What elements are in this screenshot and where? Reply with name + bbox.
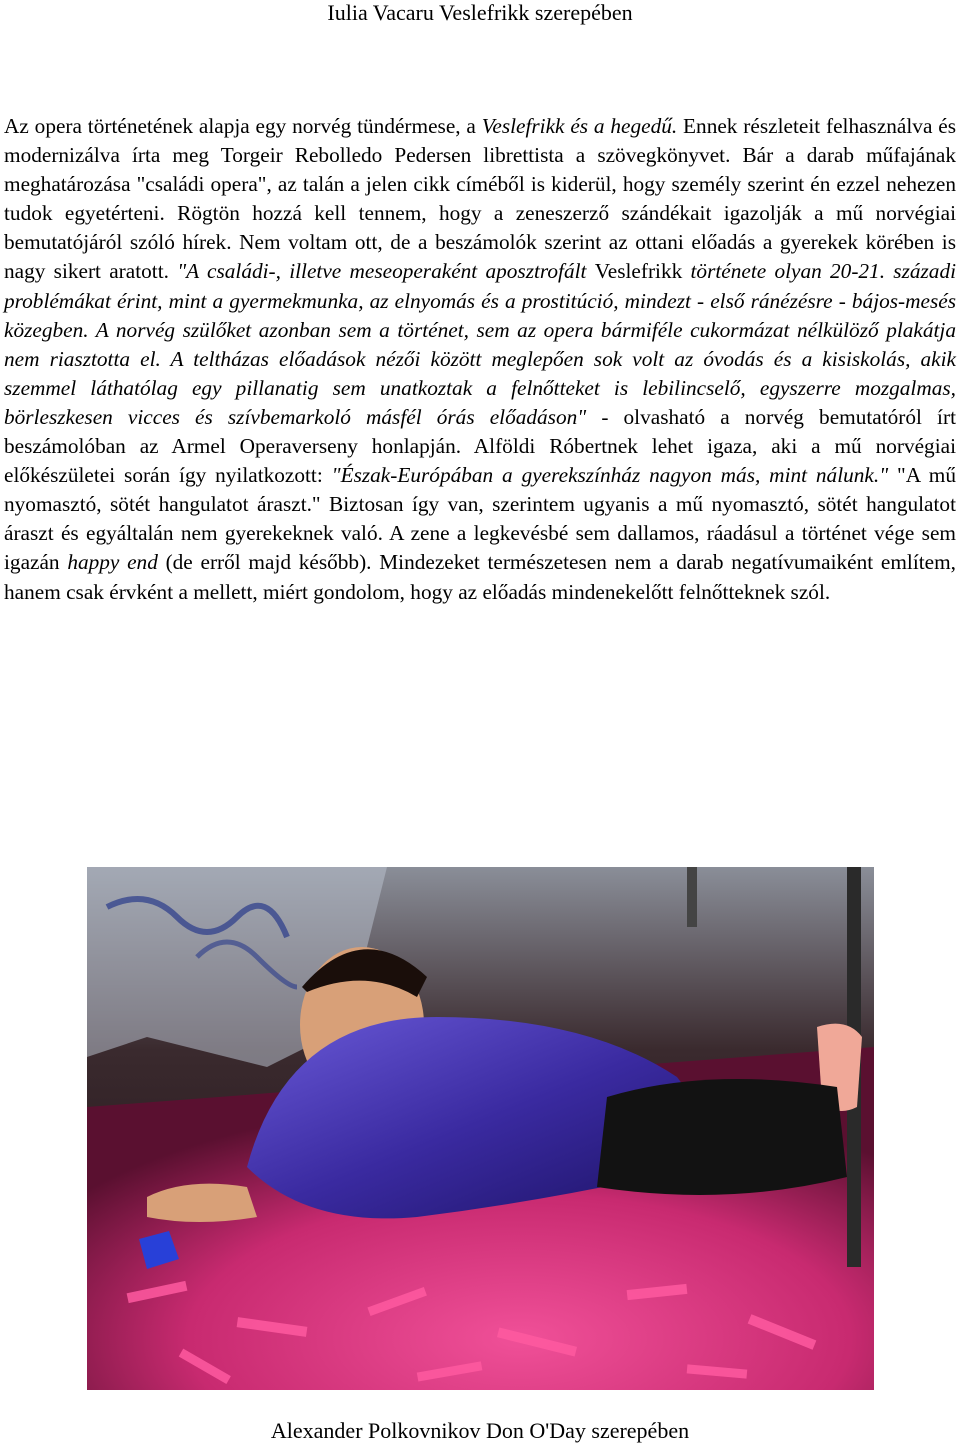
article-paragraph — [4, 112, 956, 607]
top-caption: Iulia Vacaru Veslefrikk szerepében — [327, 0, 633, 25]
text-run: (de erről majd később). Mindezeket természetesen nem a darab negatívumaiként említem, hanem csak érvként a mellett, miért gondolom, hogy az előadás mindenekelőtt felnőtteknek szól. — [4, 550, 956, 604]
text-run-italic: "Észak-Európában a gyerekszínház nagyon más, mint nálunk." — [331, 463, 889, 488]
bottom-caption: Alexander Polkovnikov Don O'Day szerepében — [270, 1418, 690, 1443]
stage-photo — [87, 867, 874, 1390]
text-run-italic: története olyan 20-21. századi problémákat érint, mint a gyermekmunka, az elnyomás és a prostitúció, mindezt - első ránézésre - bájos-mesés közegben. A norvég szülőket azonban sem a történet, sem az opera bármiféle cukormázat nélkülöző plakátja nem riasztotta el. A teltházas előadások nézői között meglepően sok volt az óvodás és a kisiskolás, akik szemmel láthatólag egy pillanatig sem unatkoztak a felnőtteket is lebilincselő, egyszerre mozgalmas, börleszkesen vicces és szívbemarkoló másfél órás előadáson" — [4, 259, 957, 429]
stage-photo-illustration — [87, 867, 874, 1390]
text-run: Ennek részleteit felhasználva és modernizálva írta meg Torgeir Rebolledo Pedersen librettista a szövegkönyvet. Bár a darab műfajának meghatározása "családi opera", az talán a jelen cikk címéből is kiderül, hogy személy szerint én ezzel nehezen tudok egyetérteni. Rögtön hozzá kell tennem, hogy a zeneszerző szándékait igazolják a mű norvégiai bemutatójáról szóló hírek. Nem voltam ott, de a beszámolók szerint az ottani előadás a gyerekek körében is nagy sikert aratott. — [4, 114, 956, 284]
text-run: - olvasható a norvég bemutatóról írt beszámolóban az Armel Operaverseny honlapján. Alföldi Róbertnek lehet igaza, aki a mű norvégiai előkészületei során így nyilatkozott: — [4, 404, 956, 488]
text-run: Veslefrikk — [594, 259, 683, 284]
text-run-italic: happy end — [67, 550, 158, 575]
text-run: "A mű nyomasztó, sötét hangulatot áraszt." Biztosan így van, szerintem ugyanis a mű nyomasztó, sötét hangulatot áraszt és egyáltalán nem gyerekeknek való. A zene a legkevésbé sem dallamos, ráadásul a történet vége sem igazán — [4, 463, 957, 575]
text-run-italic: Veslefrikk és a hegedű. — [481, 114, 678, 138]
text-run-italic: "A családi-, illetve meseoperaként aposztrofált — [177, 259, 595, 284]
text-run: Az opera történetének alapja egy norvég tündérmese, a — [4, 114, 482, 138]
